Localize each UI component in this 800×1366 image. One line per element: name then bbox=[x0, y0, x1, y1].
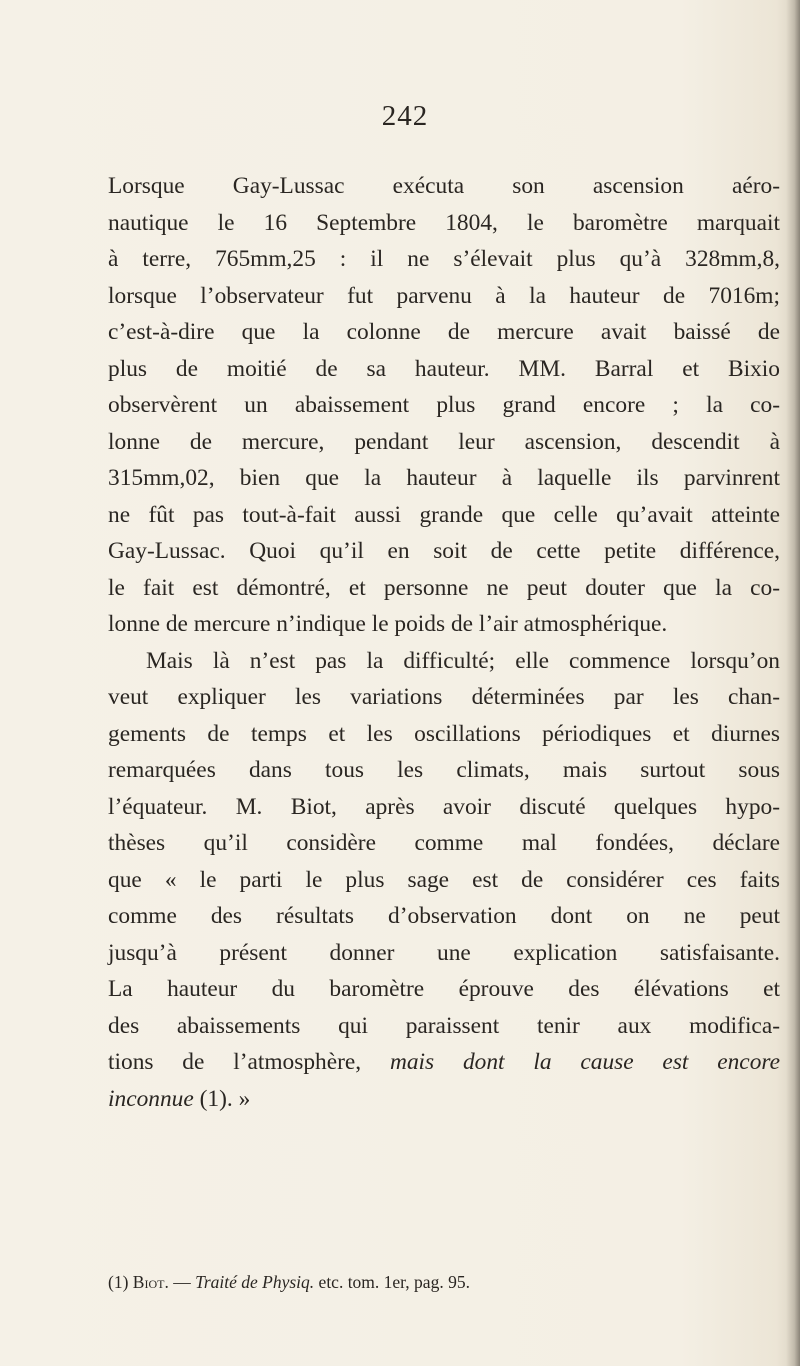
footnote-title: Traité de Physiq. bbox=[195, 1272, 315, 1292]
text-line: c’est-à-dire que la colonne de mercure avait baissé de bbox=[108, 319, 780, 345]
text-line: lonne de mercure, pendant leur ascension, descendit à bbox=[108, 428, 780, 455]
text-line: plus de moitié de sa hauteur. MM. Barral et Bixio bbox=[108, 355, 780, 382]
footnote-reference-detail: etc. tom. 1er, pag. 95. bbox=[318, 1272, 470, 1292]
text-line: observèrent un abaissement plus grand encore ; la co- bbox=[108, 392, 780, 418]
text-line: Lorsque Gay-Lussac exécuta son ascension aéro- bbox=[108, 173, 780, 199]
text-line: l’équateur. M. Biot, après avoir discuté quelques hypo- bbox=[108, 793, 780, 820]
text-line: nautique le 16 Septembre 1804, le baromètre marquait bbox=[108, 209, 780, 236]
body-text bbox=[108, 168, 780, 1117]
footnote-dash: — bbox=[173, 1272, 191, 1292]
text-line: lorsque l’observateur fut parvenu à la hauteur de 7016m; bbox=[108, 282, 780, 309]
italic-text: mais dont la cause est encore bbox=[389, 1049, 780, 1075]
footnote bbox=[108, 1270, 780, 1294]
text-line: veut expliquer les variations déterminées par les chan- bbox=[108, 684, 780, 710]
text-line: jusqu’à présent donner une explication satisfaisante. bbox=[108, 939, 780, 966]
text-line bbox=[108, 1044, 780, 1081]
text-line: gements de temps et les oscillations périodiques et diurnes bbox=[108, 720, 780, 747]
page-number: 242 bbox=[381, 100, 429, 132]
text-line: 315mm,02, bien que la hauteur à laquelle ils parvinrent bbox=[108, 465, 780, 491]
text-segment: tions de l’atmosphère, bbox=[108, 1049, 362, 1075]
text-line: le fait est démontré, et personne ne peut douter que la co- bbox=[108, 574, 780, 601]
italic-text: inconnue bbox=[108, 1085, 194, 1112]
page-edge-shadow bbox=[786, 0, 800, 1366]
footnote-reference: (1). » bbox=[199, 1085, 251, 1112]
text-line: des abaissements qui paraissent tenir aux modifica- bbox=[108, 1012, 780, 1039]
text-line: lonne de mercure n’indique le poids de l’air atmosphérique. bbox=[108, 611, 668, 637]
text-line: que « le parti le plus sage est de considérer ces faits bbox=[108, 866, 780, 893]
footnote-marker: (1) bbox=[108, 1272, 129, 1292]
text-line: Gay-Lussac. Quoi qu’il en soit de cette petite différence, bbox=[108, 538, 780, 564]
text-line: thèses qu’il considère comme mal fondées, déclare bbox=[108, 830, 780, 856]
text-line: à terre, 765mm,25 : il ne s’élevait plus qu’à 328mm,8, bbox=[108, 246, 780, 272]
text-line: comme des résultats d’observation dont on ne peut bbox=[108, 903, 780, 929]
text-line: Mais là n’est pas la difficulté; elle commence lorsqu’on bbox=[146, 647, 780, 674]
footnote-author: Biot. bbox=[132, 1272, 169, 1292]
text-line: La hauteur du baromètre éprouve des élévations et bbox=[108, 976, 780, 1002]
text-line: remarquées dans tous les climats, mais surtout sous bbox=[108, 757, 780, 783]
text-line bbox=[108, 1081, 780, 1118]
text-line: ne fût pas tout-à-fait aussi grande que celle qu’avait atteinte bbox=[108, 501, 780, 528]
